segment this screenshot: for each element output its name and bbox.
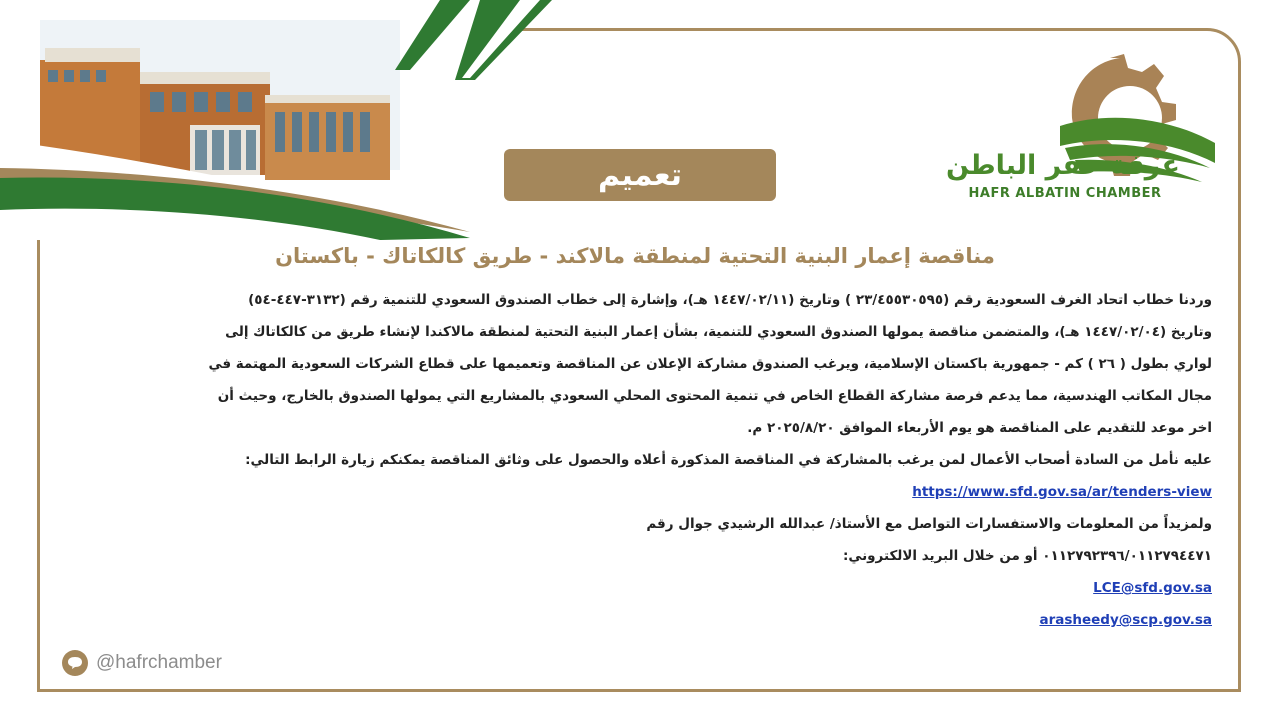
chamber-building-illustration [0, 0, 580, 240]
link-line [52, 476, 1212, 508]
email-line [52, 572, 1212, 604]
chamber-logo-arabic: غرفة حفر الباطن [945, 150, 1180, 181]
contact-line: ولمزيداً من المعلومات والاستفسارات التواصل مع الأستاذ/ عبدالله الرشيدي جوال رقم [646, 516, 1212, 532]
social-handle[interactable] [62, 650, 222, 676]
tenders-link[interactable]: https://www.sfd.gov.sa/ar/tenders-view [912, 484, 1212, 500]
circular-badge: تعميم [504, 149, 776, 201]
body-line: مجال المكاتب الهندسية، مما يدعم فرصة مشاركة القطاع الخاص في تنمية المحتوى المحلي السعودي بالمشاريع التي يمولها الصندوق بالخارج، وحيث أن [217, 388, 1212, 404]
speech-bubble-icon [62, 650, 88, 676]
phone-numbers: ٠١١٢٧٩٢٣٩٦/٠١١٢٧٩٤٤٧١ [1042, 548, 1212, 564]
body-line: لواري بطول ( ٢٦ ) كم - جمهورية باكستان الإسلامية، ويرغب الصندوق مشاركة الإعلان عن المناقصة وتعميمها على قطاع الشركات السعودية المهتمة في [208, 356, 1212, 372]
phones-line [52, 540, 1212, 572]
email-prefix: أو من خلال البريد الالكتروني: [843, 548, 1038, 564]
body-line: وتاريخ (١٤٤٧/٠٢/٠٤ هـ)، والمتضمن مناقصة يمولها الصندوق السعودي للتنمية، بشأن إعمار البنية التحتية لمنطقة مالاكندا لإنشاء طريق من كالكاتاك إلى [225, 324, 1212, 340]
email-line [52, 604, 1212, 636]
body-line: وردنا خطاب اتحاد الغرف السعودية رقم (٢٣/٤٥٥٣٠٥٩٥ ) وتاريخ (١٤٤٧/٠٢/١١ هـ)، وإشارة إلى خطاب الصندوق السعودي للتنمية رقم (٣١٣٢-٤٤٧-٥٤) [248, 292, 1212, 308]
body-line: اخر موعد للتقديم على المناقصة هو يوم الأربعاء الموافق ٢٠٢٥/٨/٢٠ م. [747, 420, 1212, 436]
chamber-logo-english: HAFR ALBATIN CHAMBER [968, 186, 1162, 201]
email-link-arasheedy[interactable]: arasheedy@scp.gov.sa [1039, 612, 1212, 628]
social-handle-text: @hafrchamber [96, 652, 222, 673]
email-link-lce[interactable]: LCE@sfd.gov.sa [1093, 580, 1212, 596]
tender-headline: مناقصة إعمار البنية التحتية لمنطقة مالاكند - طريق كالكاتاك - باكستان [275, 244, 995, 268]
body-line: عليه نأمل من السادة أصحاب الأعمال لمن يرغب بالمشاركة في المناقصة المذكورة أعلاه والحصول على وثائق المناقصة يمكنكم زيارة الرابط التالي: [245, 452, 1212, 468]
chamber-logo-mark [940, 48, 1220, 208]
announcement-body [52, 284, 1212, 636]
